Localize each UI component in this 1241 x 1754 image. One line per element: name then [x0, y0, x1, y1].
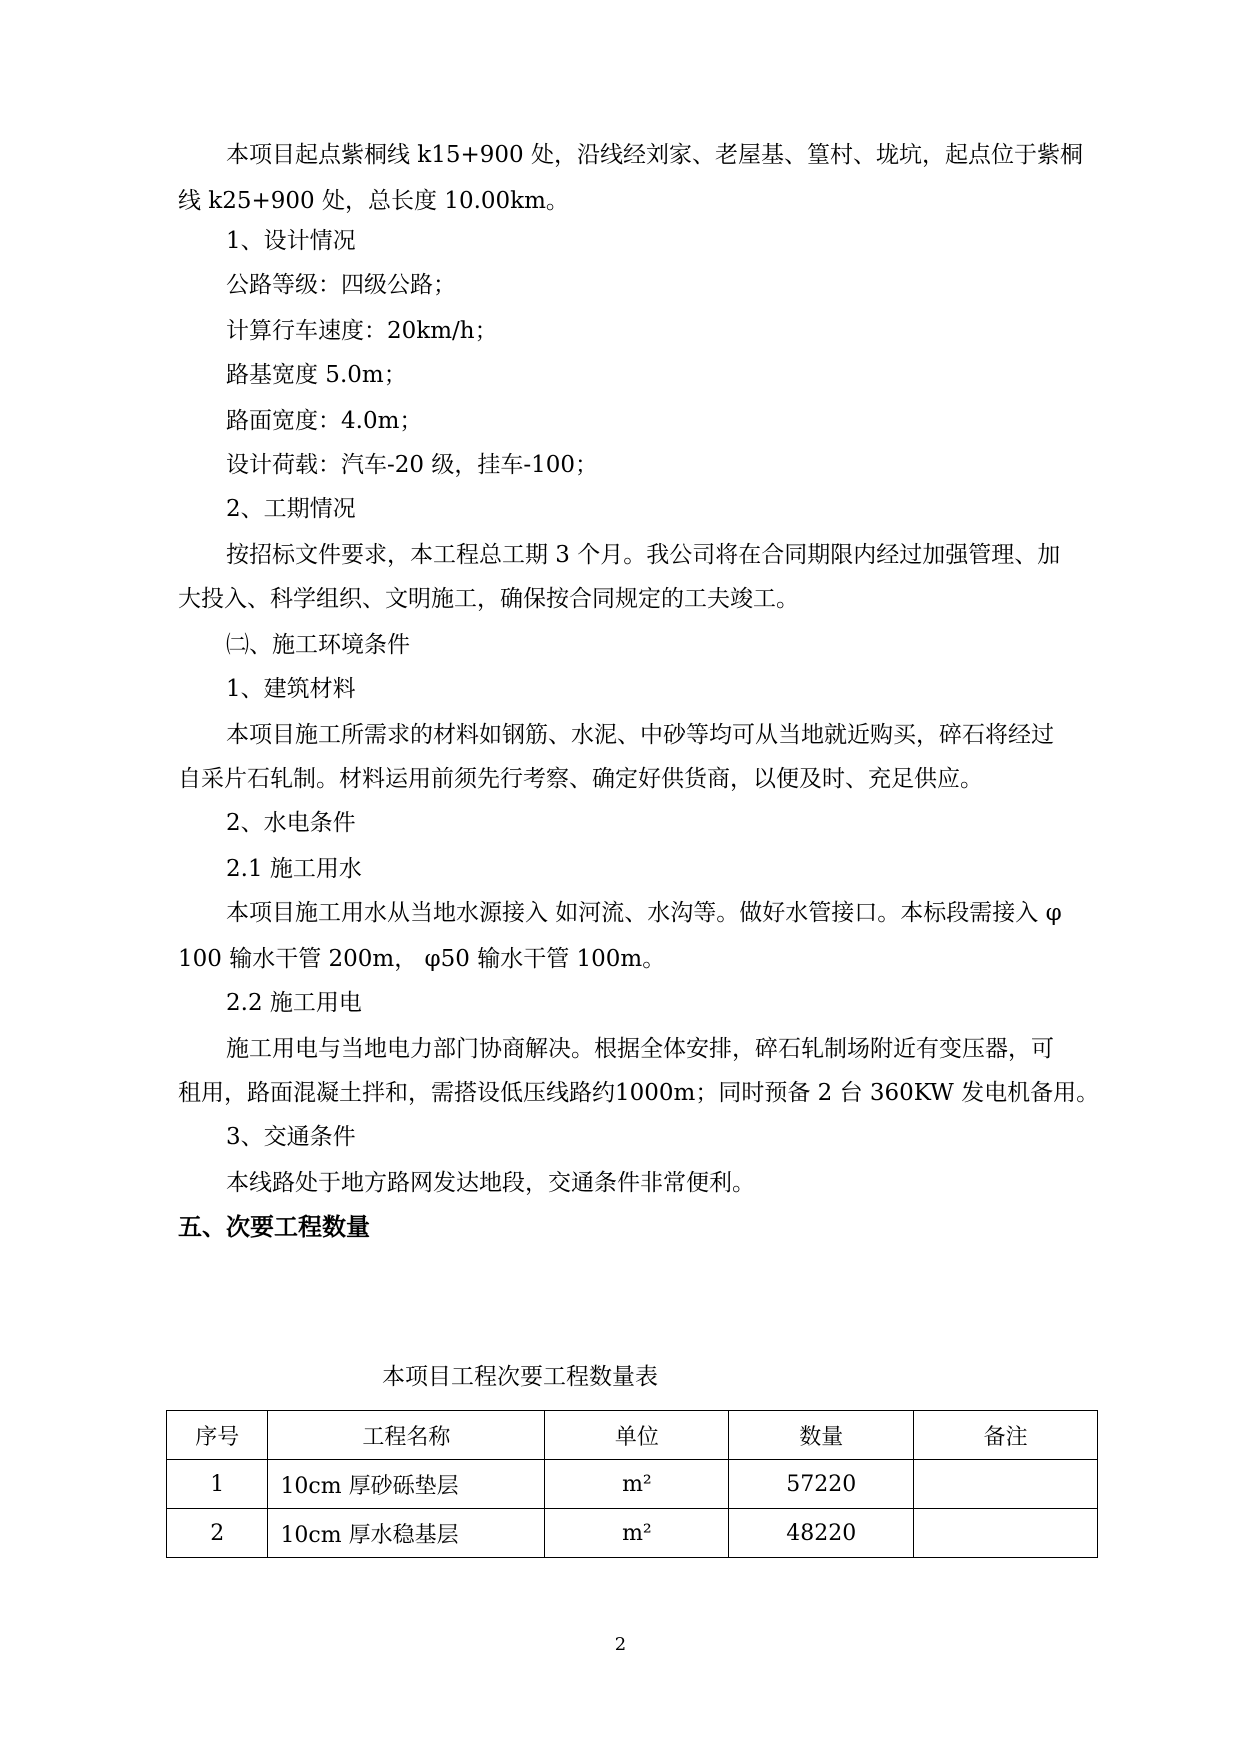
paragraph-line: 1、建筑材料 [226, 676, 356, 702]
table-cell: 48220 [729, 1509, 914, 1558]
page-number: 2 [614, 1634, 627, 1655]
header-cell: 数量 [729, 1411, 914, 1460]
table-cell: 10cm 厚水稳基层 [268, 1509, 545, 1558]
paragraph-line: 1、设计情况 [226, 228, 356, 254]
paragraph-line: 线 k25+900 处，总长度 10.00km。 [178, 188, 569, 214]
quantity-table [166, 1410, 1098, 1558]
table-row [167, 1509, 1098, 1558]
table-cell [914, 1460, 1098, 1509]
header-cell: 备注 [914, 1411, 1098, 1460]
table-cell: m² [545, 1509, 729, 1558]
section-heading: 五、次要工程数量 [178, 1213, 370, 1241]
paragraph-line: 自采片石轧制。材料运用前须先行考察、确定好供货商，以便及时、充足供应。 [178, 766, 983, 792]
paragraph-line: 本项目施工用水从当地水源接入 如河流、水沟等。做好水管接口。本标段需接入 φ [226, 900, 1062, 926]
table-cell: 10cm 厚砂砾垫层 [268, 1460, 545, 1509]
table-row [167, 1460, 1098, 1509]
table-caption: 本项目工程次要工程数量表 [382, 1364, 658, 1390]
table-cell [914, 1509, 1098, 1558]
header-cell: 单位 [545, 1411, 729, 1460]
paragraph-line: 设计荷载：汽车-20 级，挂车-100； [226, 452, 599, 478]
paragraph-line: 2、工期情况 [226, 496, 356, 522]
table-cell: 2 [167, 1509, 268, 1558]
table-cell: 57220 [729, 1460, 914, 1509]
paragraph-line: 路基宽度 5.0m； [226, 362, 407, 388]
paragraph-line: 按招标文件要求，本工程总工期 3 个月。我公司将在合同期限内经过加强管理、加 [226, 542, 1061, 568]
paragraph-line: 本项目施工所需求的材料如钢筋、水泥、中砂等均可从当地就近购买，碎石将经过 [226, 722, 1054, 748]
paragraph-line: 本项目起点紫桐线 k15+900 处，沿线经刘家、老屋基、篁村、垅坑，起点位于紫桐 [226, 142, 1083, 168]
paragraph-line: 公路等级：四级公路； [226, 272, 456, 298]
paragraph-line: 大投入、科学组织、文明施工，确保按合同规定的工夫竣工。 [178, 586, 799, 612]
header-cell: 工程名称 [268, 1411, 545, 1460]
paragraph-line: 2.2 施工用电 [226, 990, 362, 1016]
paragraph-line: 路面宽度：4.0m； [226, 408, 423, 434]
table-header-row [167, 1411, 1098, 1460]
paragraph-line: 2.1 施工用水 [226, 856, 362, 882]
paragraph-line: 施工用电与当地电力部门协商解决。根据全体安排，碎石轧制场附近有变压器，可 [226, 1036, 1054, 1062]
header-cell: 序号 [167, 1411, 268, 1460]
paragraph-line: 2、水电条件 [226, 810, 356, 836]
paragraph-line: 租用，路面混凝土拌和，需搭设低压线路约1000m；同时预备 2 台 360KW 发电机备用。 [178, 1080, 1100, 1106]
table-cell: 1 [167, 1460, 268, 1509]
paragraph-line: ㈡、施工环境条件 [226, 632, 410, 658]
paragraph-line: 100 输水干管 200m， φ50 输水干管 100m。 [178, 946, 666, 972]
paragraph-line: 本线路处于地方路网发达地段，交通条件非常便利。 [226, 1170, 755, 1196]
paragraph-line: 3、交通条件 [226, 1124, 356, 1150]
paragraph-line: 计算行车速度：20km/h； [226, 318, 498, 344]
table-cell: m² [545, 1460, 729, 1509]
